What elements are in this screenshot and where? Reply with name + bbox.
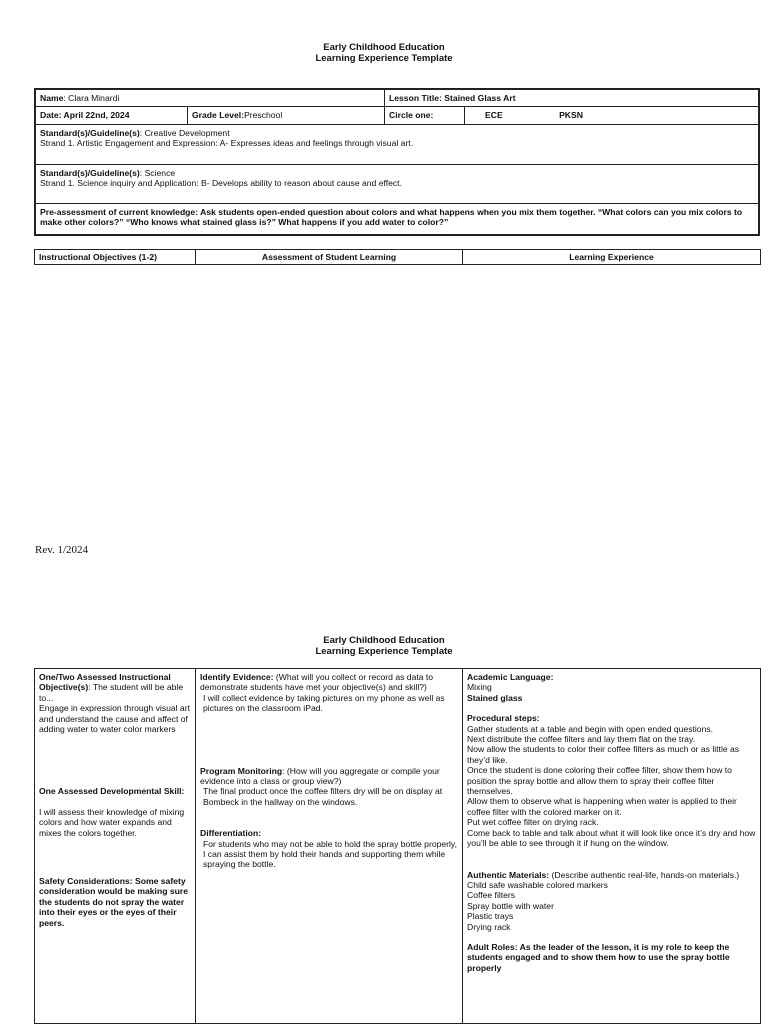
evidence-text: I will collect evidence by taking pictures on my phone as well as pictures on the classroom iPad. xyxy=(203,692,445,714)
objectives-header-table xyxy=(34,249,761,265)
title-line2: Learning Experience Template xyxy=(315,53,453,64)
circle-label: Circle one: xyxy=(389,110,434,121)
standard1-cell xyxy=(35,124,759,164)
academic-term-mixing: Mixing xyxy=(467,682,492,693)
name-label: Name xyxy=(40,93,64,103)
standard2-cell xyxy=(35,164,759,203)
preassessment-cell xyxy=(35,203,759,235)
date-cell xyxy=(35,107,188,124)
program-monitoring-label: Program Monitoring xyxy=(200,765,283,776)
circle-option-ece[interactable]: ECE xyxy=(485,110,503,121)
step-item: Come back to table and talk about what it will look like once it’s dry and how you’ll be able to see through it if hung on the window. xyxy=(467,827,756,849)
materials-label: Authentic Materials: xyxy=(467,869,550,880)
evidence-question: (What will you collect or record as data to demonstrate students have met your objective(s) and skill?) xyxy=(200,672,434,693)
step-item: Once the student is done coloring their coffee filter, show them how to position the spray bottle and allow them to spray their coffee filter themselves. xyxy=(467,765,732,797)
evidence-label: Identify Evidence: xyxy=(200,672,274,682)
dev-skill-text: I will assess their knowledge of mixing colors and how water expands and mixes the colors together. xyxy=(39,806,185,838)
standard1-label: Standard(s)/Guideline(s) xyxy=(40,127,140,138)
lesson-title: Lesson Title: Stained Glass Art xyxy=(389,93,516,103)
revision-note: Rev. 1/2024 xyxy=(35,544,89,556)
col-learning-experience: Learning Experience xyxy=(463,250,761,265)
step-item: Put wet coffee filter on drying rack. xyxy=(467,817,599,828)
col-instructional-objectives: Instructional Objectives (1-2) xyxy=(35,250,196,265)
grade-label: Grade Level: xyxy=(192,110,245,121)
procedural-steps-label: Procedural steps: xyxy=(467,713,540,724)
circle-options-cell xyxy=(465,107,760,124)
standard2-value: : Science xyxy=(139,167,176,178)
standard1-strand: Strand 1. Artistic Engagement and Expression: A- Expresses ideas and feelings through visual art. xyxy=(40,138,414,149)
col-assessment: Assessment of Student Learning xyxy=(196,250,463,265)
circle-label-cell xyxy=(385,107,465,124)
assessment-column xyxy=(196,669,463,1024)
page2-title xyxy=(0,635,768,657)
grade-cell xyxy=(188,107,385,124)
header-table xyxy=(34,88,760,236)
lesson-title-cell xyxy=(385,89,760,107)
circle-option-pksn[interactable]: PKSN xyxy=(559,110,583,121)
materials-question: (Describe authentic real-life, hands-on materials.) xyxy=(549,869,740,880)
title-line1: Early Childhood Education xyxy=(323,635,445,646)
material-item: Spray bottle with water xyxy=(467,900,554,911)
date: Date: April 22nd, 2024 xyxy=(40,110,130,121)
step-item: Now allow the students to color their coffee filters as much or as little as they’d like. xyxy=(467,744,740,765)
preassessment-text: Pre-assessment of current knowledge: Ask students open-ended question about colors and what happens when you mix them together. “What colors can you mix colors to make other colors?” “Who knows what stained glass is?” What happens if you add water to color?” xyxy=(40,206,743,228)
objective-text: Engage in expression through visual art and understand the cause and affect of adding water to water color markers xyxy=(39,703,190,735)
adult-roles: Adult Roles: As the leader of the lesson, it is my role to keep the students engaged and to show them how to use the spray bottle properly xyxy=(467,941,730,973)
program-monitoring-text: The final product once the coffee filters dry will be on display at Bombeck in the hallway on the windows. xyxy=(203,786,443,807)
differentiation-label: Differentiation: xyxy=(200,828,262,839)
step-item: Gather students at a table and begin with open ended questions. xyxy=(467,723,714,734)
objective-label: One/Two Assessed Instructional Objective(s) xyxy=(39,672,171,693)
objectives-column xyxy=(35,669,196,1024)
title-line1: Early Childhood Education xyxy=(323,42,445,53)
academic-language-label: Academic Language: xyxy=(467,672,554,682)
step-item: Next distribute the coffee filters and lay them flat on the tray. xyxy=(467,734,696,745)
standard2-label: Standard(s)/Guideline(s) xyxy=(40,167,140,178)
differentiation-text: For students who may not be able to hold the spray bottle properly, I can assist them by hold their hands and supporting them while spraying the bottle. xyxy=(203,838,457,870)
lesson-body-table xyxy=(34,668,761,1024)
page1-title xyxy=(0,42,768,64)
name-cell xyxy=(35,89,385,107)
standard2-strand: Strand 1. Science inquiry and Application: B- Develops ability to reason about cause and effect. xyxy=(40,178,402,189)
material-item: Coffee filters xyxy=(467,890,516,901)
material-item: Child safe washable colored markers xyxy=(467,879,608,890)
step-item: Allow them to observe what is happening when water is applied to their coffee filter with the colored marker on it. xyxy=(467,796,737,817)
dev-skill-label: One Assessed Developmental Skill: xyxy=(39,786,185,797)
standard1-value: : Creative Development xyxy=(139,127,230,138)
grade-value: Preschool xyxy=(244,110,283,121)
learning-experience-column xyxy=(463,669,761,1024)
academic-term-stained-glass: Stained glass xyxy=(467,692,523,703)
objective-intro: : The student will be able to... xyxy=(39,682,184,703)
material-item: Plastic trays xyxy=(467,911,514,922)
title-line2: Learning Experience Template xyxy=(315,646,453,657)
program-monitoring-question: : (How will you aggregate or compile your evidence into a class or group view?) xyxy=(200,765,440,787)
safety-considerations: Safety Considerations: Some safety consideration would be making sure the students do not spray the water into their eyes or the eyes of their peers. xyxy=(39,876,188,928)
name-value: : Clara Minardi xyxy=(63,93,120,103)
material-item: Drying rack xyxy=(467,921,511,932)
